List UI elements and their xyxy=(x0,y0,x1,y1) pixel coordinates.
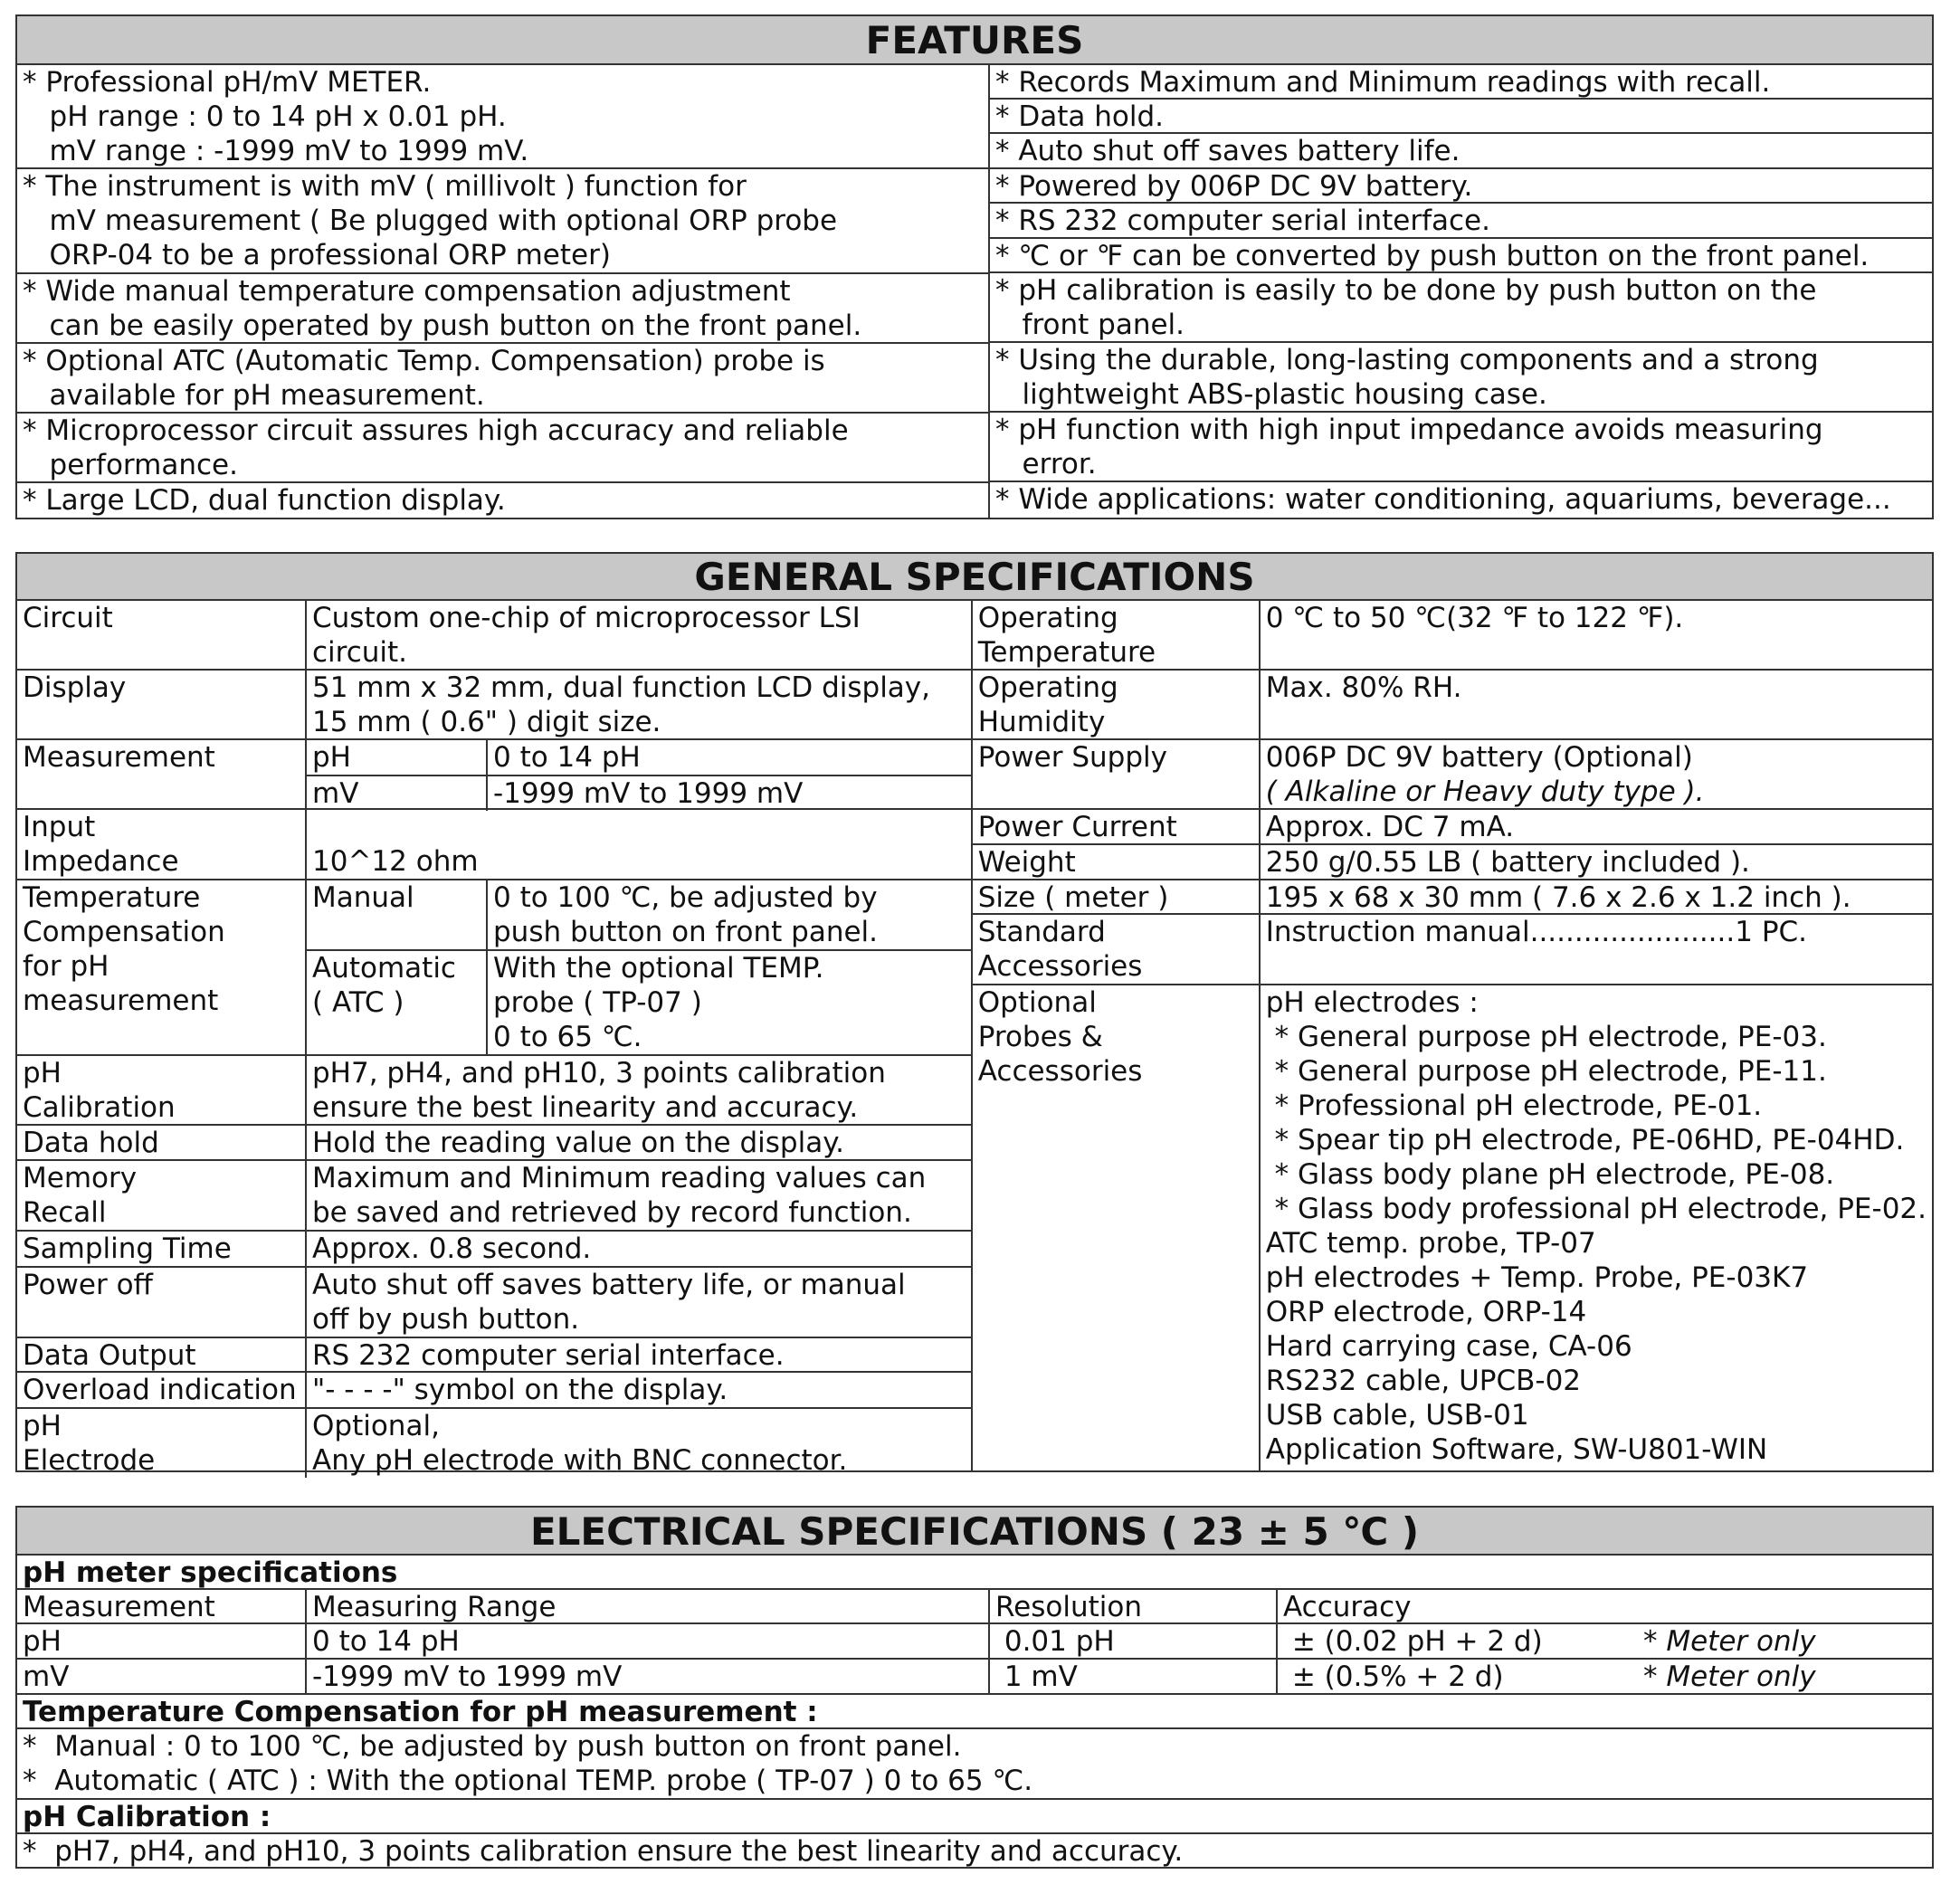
features-left-column xyxy=(17,65,988,518)
spec-row-memory-recall xyxy=(17,1161,971,1232)
measurement-ph-value: 0 to 14 pH xyxy=(486,740,971,775)
spec-value: Auto shut off saves battery life, or manual off by push button. xyxy=(305,1268,971,1337)
spec-value: 195 x 68 x 30 mm ( 7.6 x 2.6 x 1.2 inch ). xyxy=(1259,880,1932,913)
row-accuracy: ± (0.5% + 2 d) xyxy=(1276,1660,1638,1693)
features-title: FEATURES xyxy=(17,16,1932,65)
header-measurement: Measurement xyxy=(23,1591,215,1622)
electrical-row-mv xyxy=(17,1660,1932,1695)
spec-row-weight xyxy=(973,845,1932,880)
feature-text: * Wide applications: water conditioning, aquariums, beverage... xyxy=(995,483,1891,516)
spec-row-display xyxy=(17,671,971,740)
spec-value: Instruction manual.......................1 PC. xyxy=(1259,915,1932,984)
general-left-half xyxy=(17,601,971,1477)
feature-item xyxy=(990,65,1932,100)
temp-comp-auto: * Automatic ( ATC ) : With the optional TEMP. probe ( TP-07 ) 0 to 65 ℃. xyxy=(23,1765,1033,1797)
row-note: * Meter only xyxy=(1643,1660,1816,1693)
temp-comp-detail-row xyxy=(17,1729,1932,1800)
temp-comp-manual-value: 0 to 100 ℃, be adjusted by push button on front panel. xyxy=(486,880,971,949)
spec-value: Approx. 0.8 second. xyxy=(305,1232,971,1266)
spec-value: 0 ℃ to 50 ℃(32 ℉ to 122 ℉). xyxy=(1259,601,1932,669)
spec-label: Operating Temperature xyxy=(977,602,1156,669)
electrical-specifications-table xyxy=(15,1506,1934,1869)
spec-label: pH Electrode xyxy=(23,1410,156,1477)
feature-item xyxy=(17,483,988,518)
feature-text: * Microprocessor circuit assures high accuracy and reliable performance. xyxy=(23,414,849,481)
feature-item xyxy=(990,482,1932,518)
temp-comp-heading: Temperature Compensation for pH measurement : xyxy=(23,1696,818,1727)
temp-comp-heading-row xyxy=(17,1695,1932,1729)
spec-row-data-output xyxy=(17,1338,971,1373)
electrical-row-ph xyxy=(17,1624,1932,1660)
spec-row-operating-temperature xyxy=(973,601,1932,671)
temp-comp-manual-label: Manual xyxy=(312,881,414,914)
spec-row-measurement xyxy=(17,740,971,810)
feature-text: * RS 232 computer serial interface. xyxy=(995,205,1490,237)
electrical-specifications-title: ELECTRICAL SPECIFICATIONS ( 23 ± 5 ℃ ) xyxy=(17,1508,1932,1556)
feature-text: * Using the durable, long-lasting components and a strong lightweight ABS-plastic housing case. xyxy=(995,344,1819,411)
spec-value: RS 232 computer serial interface. xyxy=(305,1338,971,1371)
spec-label: Temperature Compensation for pH measurement xyxy=(23,881,225,1017)
feature-text: * Optional ATC (Automatic Temp. Compensation) probe is available for pH measurement. xyxy=(23,345,825,412)
temp-comp-auto-label: Automatic ( ATC ) xyxy=(312,952,456,1019)
spec-row-power-supply xyxy=(973,740,1932,810)
feature-text: * Powered by 006P DC 9V battery. xyxy=(995,170,1473,202)
spec-row-power-off xyxy=(17,1268,971,1338)
spec-label: Measurement xyxy=(23,741,215,774)
spec-row-calibration xyxy=(17,1056,971,1126)
spec-value: Approx. DC 7 mA. xyxy=(1259,810,1932,843)
header-measuring-range: Measuring Range xyxy=(305,1590,988,1622)
feature-item xyxy=(17,414,988,483)
row-measurement: pH xyxy=(23,1625,62,1658)
spec-label: Power Current xyxy=(977,811,1177,843)
spec-label: Sampling Time xyxy=(23,1232,232,1265)
feature-item xyxy=(990,273,1932,343)
spec-value: pH electrodes : * General purpose pH electrode, PE-03. * General purpose pH electrode, PE-11. * Professional pH electrode, PE-01. * Spear tip pH electrode, PE-06HD, PE-04HD. * Glass body plane pH electrode, PE-08. * Glass body professional pH electrode, PE-02. ATC temp. probe, TP-07 pH electrodes + Temp. Probe, PE-03K7 ORP electrode, ORP-14 Hard carrying case, CA-06 RS232 cable, UPCB-02 USB cable, USB-01 Application Software, SW-U801-WIN xyxy=(1259,985,1932,1470)
spec-value: Custom one-chip of microprocessor LSI circuit. xyxy=(305,601,971,669)
spec-label: Overload indication xyxy=(23,1374,297,1406)
spec-value: Max. 80% RH. xyxy=(1259,671,1932,738)
features-table xyxy=(15,14,1934,519)
feature-item xyxy=(990,239,1932,273)
spec-value: pH7, pH4, and pH10, 3 points calibration ensure the best linearity and accuracy. xyxy=(305,1056,971,1124)
feature-item xyxy=(990,169,1932,204)
electrical-header-row xyxy=(17,1590,1932,1624)
feature-item xyxy=(17,169,988,274)
feature-item xyxy=(990,100,1932,134)
spec-label: Power Supply xyxy=(977,741,1167,774)
ph-meter-heading: pH meter specifications xyxy=(23,1556,398,1588)
spec-value: 51 mm x 32 mm, dual function LCD display, 15 mm ( 0.6" ) digit size. xyxy=(305,671,971,738)
features-right-column xyxy=(988,65,1932,518)
feature-text: * The instrument is with mV ( millivolt ) function for mV measurement ( Be plugged with optional ORP probe ORP-04 to be a professional ORP meter) xyxy=(23,170,838,271)
spec-label: Size ( meter ) xyxy=(977,881,1169,913)
spec-row-impedance xyxy=(17,810,971,880)
spec-label: Circuit xyxy=(23,602,113,634)
spec-label: Weight xyxy=(977,846,1076,879)
ph-meter-heading-row xyxy=(17,1556,1932,1590)
feature-item xyxy=(17,274,988,344)
spec-row-sampling-time xyxy=(17,1232,971,1268)
spec-row-circuit xyxy=(17,601,971,671)
feature-item xyxy=(990,413,1932,482)
spec-label: Input Impedance xyxy=(23,811,179,878)
feature-item xyxy=(17,344,988,414)
spec-value: "- - - -" symbol on the display. xyxy=(305,1373,971,1407)
spec-row-temperature-compensation xyxy=(17,880,971,1056)
measurement-mv-label: mV xyxy=(312,777,359,810)
feature-item xyxy=(990,134,1932,169)
feature-text: * Auto shut off saves battery life. xyxy=(995,135,1460,167)
spec-label: Standard Accessories xyxy=(977,916,1143,983)
spec-label: Operating Humidity xyxy=(977,671,1118,738)
feature-item xyxy=(990,343,1932,413)
spec-row-operating-humidity xyxy=(973,671,1932,740)
measurement-mv-value: -1999 mV to 1999 mV xyxy=(486,776,971,811)
feature-item xyxy=(17,65,988,169)
spec-label: Memory Recall xyxy=(23,1162,138,1229)
feature-text: * Wide manual temperature compensation adjustment can be easily operated by push button on the front panel. xyxy=(23,275,862,342)
feature-text: * Large LCD, dual function display. xyxy=(23,484,506,517)
feature-text: * pH calibration is easily to be done by push button on the front panel. xyxy=(995,274,1817,341)
general-right-half xyxy=(971,601,1932,1470)
feature-item xyxy=(990,204,1932,239)
row-resolution: 0.01 pH xyxy=(988,1624,1276,1658)
spec-row-optional-accessories xyxy=(973,985,1932,1470)
spec-label: Data Output xyxy=(23,1339,196,1371)
spec-value-note: ( Alkaline or Heavy duty type ). xyxy=(1265,775,1705,808)
spec-value: Maximum and Minimum reading values can be saved and retrieved by record function. xyxy=(305,1161,971,1230)
general-specifications-table xyxy=(15,552,1934,1477)
spec-label: Display xyxy=(23,671,127,704)
spec-row-power-current xyxy=(973,810,1932,845)
row-resolution: 1 mV xyxy=(988,1660,1276,1693)
calibration-detail-row xyxy=(17,1834,1932,1869)
spec-row-size xyxy=(973,880,1932,915)
feature-text: * Professional pH/mV METER. pH range : 0 to 14 pH x 0.01 pH. mV range : -1999 mV to 1999 mV. xyxy=(23,66,529,167)
spec-value: 10^12 ohm xyxy=(305,810,971,879)
temp-comp-auto-value: With the optional TEMP. probe ( TP-07 ) 0 to 65 ℃. xyxy=(486,951,971,1054)
spec-label: Power off xyxy=(23,1269,153,1301)
spec-row-data-hold xyxy=(17,1126,971,1161)
calibration-heading-row xyxy=(17,1800,1932,1834)
spec-value: 006P DC 9V battery (Optional) xyxy=(1265,741,1693,774)
spec-label: Optional Probes & Accessories xyxy=(977,986,1143,1088)
spec-label: Data hold xyxy=(23,1127,159,1159)
row-note: * Meter only xyxy=(1643,1625,1816,1658)
header-resolution: Resolution xyxy=(988,1590,1276,1622)
calibration-text: * pH7, pH4, and pH10, 3 points calibration ensure the best linearity and accuracy. xyxy=(23,1835,1184,1868)
feature-text: * Records Maximum and Minimum readings with recall. xyxy=(995,66,1771,98)
row-accuracy: ± (0.02 pH + 2 d) xyxy=(1276,1624,1638,1658)
general-specifications-title: GENERAL SPECIFICATIONS xyxy=(17,554,1932,601)
measurement-ph-label: pH xyxy=(312,741,351,774)
header-accuracy: Accuracy xyxy=(1276,1590,1932,1622)
row-range: 0 to 14 pH xyxy=(305,1624,988,1658)
temp-comp-manual: * Manual : 0 to 100 ℃, be adjusted by push button on front panel. xyxy=(23,1730,962,1763)
spec-value: Optional, Any pH electrode with BNC connector. xyxy=(305,1409,971,1478)
row-range: -1999 mV to 1999 mV xyxy=(305,1660,988,1693)
feature-text: * ℃ or ℉ can be converted by push button on the front panel. xyxy=(995,240,1870,271)
spec-label: pH Calibration xyxy=(23,1057,176,1124)
calibration-heading: pH Calibration : xyxy=(23,1801,271,1832)
row-measurement: mV xyxy=(23,1660,70,1693)
spec-value: 250 g/0.55 LB ( battery included ). xyxy=(1259,845,1932,879)
feature-text: * pH function with high input impedance avoids measuring error. xyxy=(995,414,1823,481)
spec-row-electrode xyxy=(17,1409,971,1478)
spec-row-standard-accessories xyxy=(973,915,1932,985)
spec-row-overload xyxy=(17,1373,971,1409)
spec-value: Hold the reading value on the display. xyxy=(305,1126,971,1159)
feature-text: * Data hold. xyxy=(995,100,1164,132)
